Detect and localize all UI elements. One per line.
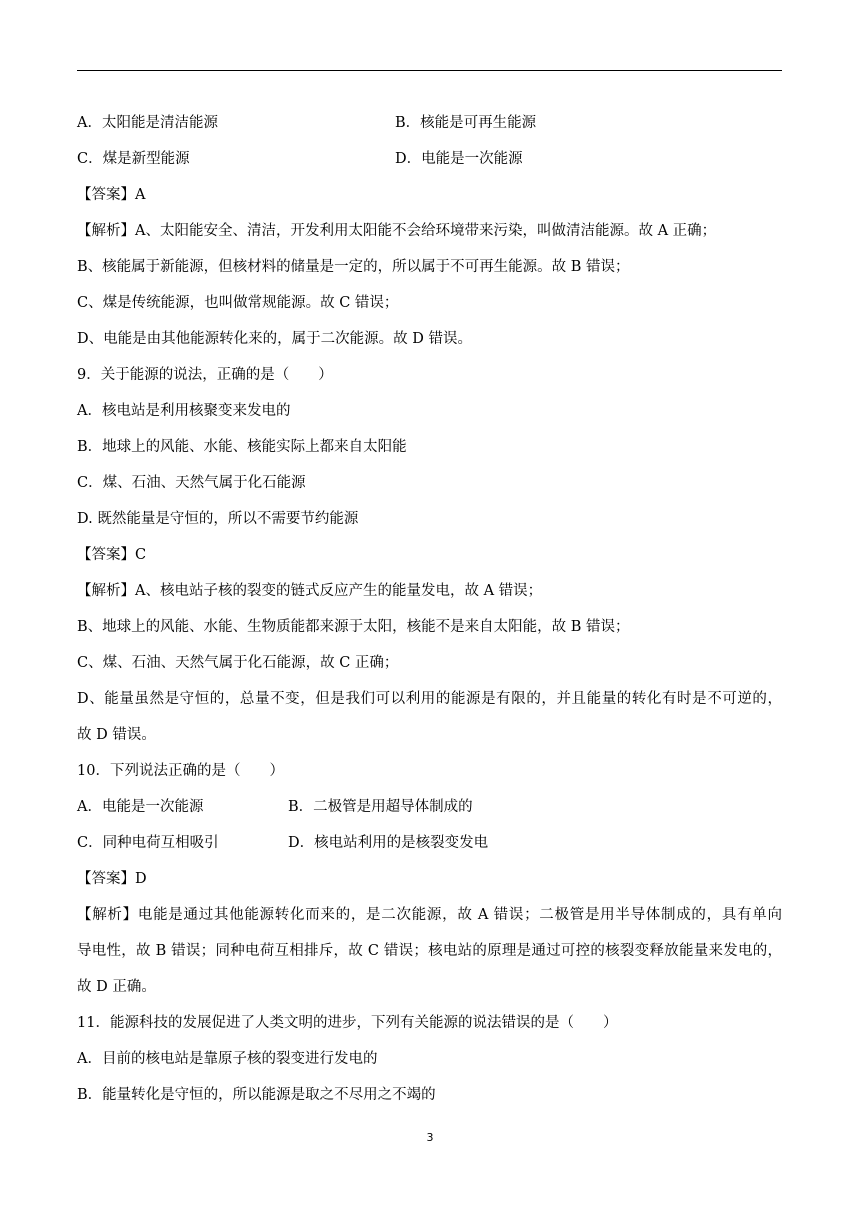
q10-question: 10．下列说法正确的是（ ）	[77, 763, 284, 779]
q11-question: 11．能源科技的发展促进了人类文明的进步，下列有关能源的说法错误的是（ ）	[77, 1015, 618, 1031]
q9-analysis-line: B、地球上的风能、水能、生物质能都来源于太阳，核能不是来自太阳能，故 B 错误；	[77, 619, 630, 635]
header-rule	[77, 70, 782, 71]
q9-option: A．核电站是利用核聚变来发电的	[77, 403, 291, 419]
q9-option: D. 既然能量是守恒的，所以不需要节约能源	[77, 511, 359, 527]
q9-analysis-line: C、煤、石油、天然气属于化石能源，故 C 正确；	[77, 655, 399, 671]
q10-analysis-line: 故 D 正确。	[77, 979, 156, 995]
page-number: 3	[426, 1131, 434, 1144]
q8-option-row-2	[77, 149, 523, 169]
q9-analysis-line: 【解析】A、核电站子核的裂变的链式反应产生的能量发电，故 A 错误；	[77, 583, 543, 599]
q8-option-d: D．电能是一次能源	[395, 151, 523, 167]
q11-option: A．目前的核电站是靠原子核的裂变进行发电的	[77, 1051, 378, 1067]
q11-option: B．能量转化是守恒的，所以能源是取之不尽用之不竭的	[77, 1087, 436, 1103]
q8-option-c: C．煤是新型能源	[77, 151, 190, 167]
q8-option-b: B．核能是可再生能源	[395, 115, 537, 131]
q10-option-a: A．电能是一次能源	[77, 799, 204, 815]
q10-option-c: C．同种电荷互相吸引	[77, 835, 219, 851]
q8-option-a: A．太阳能是清洁能源	[77, 115, 218, 131]
q9-question: 9．关于能源的说法，正确的是（ ）	[77, 367, 333, 383]
q9-option: B．地球上的风能、水能、核能实际上都来自太阳能	[77, 439, 407, 455]
q8-answer: 【答案】A	[77, 187, 146, 203]
q10-analysis-line: 导电性，故 B 错误；同种电荷互相排斥，故 C 错误；核电站的原理是通过可控的核裂变释放能量来发电的，	[77, 943, 782, 959]
q10-option-b: B．二极管是用超导体制成的	[288, 799, 473, 815]
q9-analysis-line: D、能量虽然是守恒的，总量不变，但是我们可以利用的能源是有限的，并且能量的转化有时是不可逆的，	[77, 691, 782, 707]
q8-analysis-line: B、核能属于新能源，但核材料的储量是一定的，所以属于不可再生能源。故 B 错误；	[77, 259, 630, 275]
q10-option-row-2	[77, 833, 489, 853]
q10-option-row-1	[77, 797, 473, 817]
q8-analysis-line: C、煤是传统能源，也叫做常规能源。故 C 错误；	[77, 295, 399, 311]
q10-analysis-line: 【解析】电能是通过其他能源转化而来的，是二次能源，故 A 错误；二极管是用半导体制成的，具有单向	[77, 907, 782, 923]
q9-answer: 【答案】C	[77, 547, 147, 563]
q9-option: C．煤、石油、天然气属于化石能源	[77, 475, 306, 491]
q9-analysis-line: 故 D 错误。	[77, 727, 156, 743]
q10-option-d: D．核电站利用的是核裂变发电	[288, 835, 489, 851]
q8-option-row-1	[77, 113, 537, 133]
q10-answer: 【答案】D	[77, 871, 147, 887]
q8-analysis-line: 【解析】A、太阳能安全、清洁，开发利用太阳能不会给环境带来污染，叫做清洁能源。故 A 正确；	[77, 223, 717, 239]
q8-analysis-line: D、电能是由其他能源转化来的，属于二次能源。故 D 错误。	[77, 331, 472, 347]
